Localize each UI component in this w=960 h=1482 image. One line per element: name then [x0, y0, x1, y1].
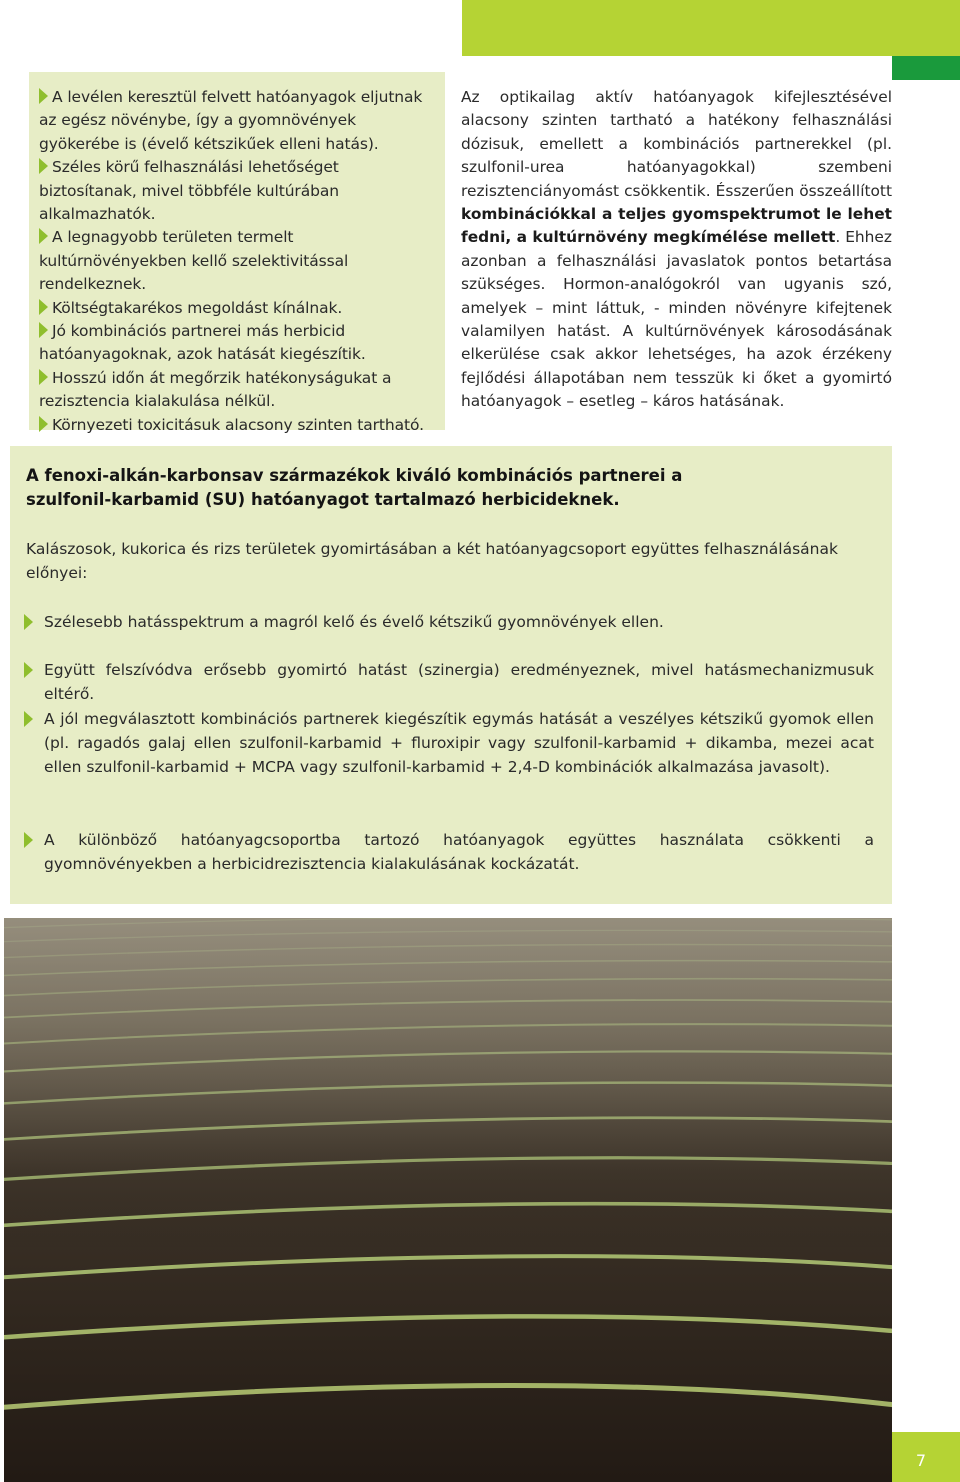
list-item — [39, 156, 435, 226]
arrow-bullet-icon — [39, 322, 48, 338]
field-photo — [4, 918, 892, 1482]
top-accent-tab — [462, 0, 960, 56]
list-item — [44, 707, 874, 779]
section-intro: Kalászosok, kukorica és rizs területek gyomirtásában a két hatóanyagcsoport együttes felhasználásának előnyei: — [26, 540, 838, 582]
benefit-text: Széles körű felhasználási lehetőséget biztosítanak, mivel többféle kultúrában alkalmazhatók. — [39, 158, 339, 224]
benefits-list — [29, 72, 445, 437]
page-number-box — [892, 1432, 960, 1482]
list-item — [39, 86, 435, 156]
list-item — [44, 658, 874, 706]
benefits-box — [29, 72, 445, 434]
paragraph-bold-text: kombinációkkal a teljes gyomspektrumot le lehet fedni, a kultúrnövény megkímélése mellett — [461, 205, 892, 247]
list-item — [39, 414, 435, 437]
list-item — [39, 297, 435, 320]
benefit-text: Hosszú időn át megőrzik hatékonyságukat a rezisztencia kialakulása nélkül. — [39, 368, 392, 411]
benefit-text: Költségtakarékos megoldást kínálnak. — [52, 298, 343, 317]
benefit-text: Környezeti toxicitásuk alacsony szinten tartható. — [52, 415, 424, 434]
arrow-bullet-icon — [24, 711, 33, 727]
arrow-bullet-icon — [39, 158, 48, 174]
arrow-bullet-icon — [24, 614, 33, 630]
list-item — [44, 828, 874, 876]
list-item — [39, 367, 435, 414]
arrow-bullet-icon — [39, 88, 48, 104]
advantage-text: Együtt felszívódva erősebb gyomirtó hatást (szinergia) eredményeznek, mivel hatásmechanizmusuk eltérő. — [44, 661, 874, 703]
arrow-bullet-icon — [24, 832, 33, 848]
page-number: 7 — [915, 1451, 926, 1470]
arrow-bullet-icon — [39, 416, 48, 432]
arrow-bullet-icon — [24, 662, 33, 678]
advantage-text: A jól megválasztott kombinációs partnerek kiegészítik egymás hatását a veszélyes kétszikű gyomok ellen (pl. ragadós galaj ellen szulfonil-karbamid + fluroxipir vagy szulfonil-karbamid + dikamba, mezei acat ellen szulfonil-karbamid + MCPA vagy szulfonil-karbamid + 2,4-D kombinációk alkalmazása javasolt). — [44, 710, 874, 776]
arrow-bullet-icon — [39, 369, 48, 385]
corner-accent-square — [892, 56, 960, 80]
advantage-text: Szélesebb hatásspektrum a magról kelő és évelő kétszikű gyomnövények ellen. — [44, 613, 664, 631]
list-item — [44, 610, 874, 634]
advantage-text: A különböző hatóanyagcsoportba tartozó hatóanyagok együttes használata csökkenti a gyomnövényekben a herbicidrezisztencia kialakulásának kockázatát. — [44, 831, 874, 873]
combination-box — [10, 446, 892, 904]
right-column-paragraph — [461, 86, 892, 414]
field-photo-image — [4, 918, 892, 1482]
paragraph-text: . Ehhez azonban a felhasználási javaslatok pontos betartása szükséges. Hormon-analógokról van ugyanis szó, amelyek – mint láttuk, - minden növényre kifejtenek valamilyen hatást. A kultúrnövények károsodásának elkerülése csak akkor lehetséges, ha azok érzékeny fejlődési állapotában nem tesszük ki őket a gyomirtó hatóanyagok – esetleg – káros hatásának. — [461, 228, 892, 411]
arrow-bullet-icon — [39, 228, 48, 244]
paragraph-text: Az optikailag aktív hatóanyagok kifejlesztésével alacsony szinten tartható a hatékony felhasználási dózisuk, emellett a kombinációs partnerekkel (pl. szulfonil-urea hatóanyagokkal) szembeni rezisztenciányomást csökkentik. Ésszerűen összeállított — [461, 88, 892, 200]
list-item — [39, 320, 435, 367]
list-item — [39, 226, 435, 296]
section-heading: A fenoxi-alkán-karbonsav származékok kiváló kombinációs partnerei a szulfonil-karbamid (SU) hatóanyagot tartalmazó herbicideknek. — [26, 466, 683, 509]
benefit-text: Jó kombinációs partnerei más herbicid hatóanyagoknak, azok hatását kiegészítik. — [39, 322, 366, 364]
arrow-bullet-icon — [39, 299, 48, 315]
benefit-text: A levélen keresztül felvett hatóanyagok eljutnak az egész növénybe, így a gyomnövények gyökerébe is (évelő kétszikűek elleni hatás). — [39, 88, 423, 153]
benefit-text: A legnagyobb területen termelt kultúrnövényekben kellő szelektivitással rendelkeznek. — [39, 228, 349, 294]
